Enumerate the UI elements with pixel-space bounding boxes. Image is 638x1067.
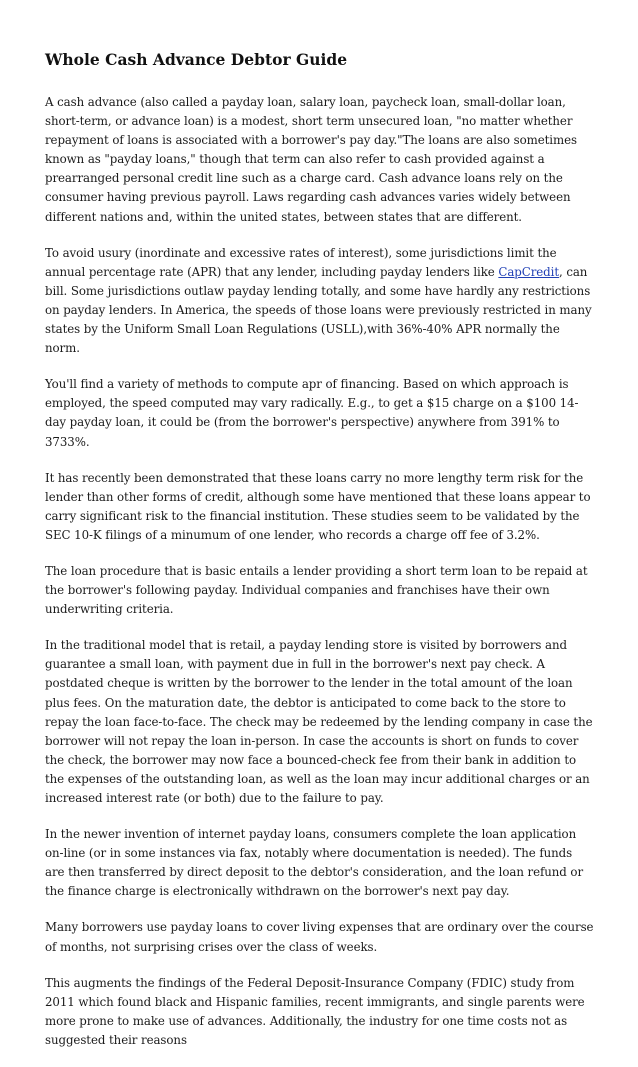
paragraph-procedure: The loan procedure that is basic entails a lender providing a short term loan to be repaid at the borrower's following payday. Individual companies and franchises have their own underwriting criteria. [45,563,588,617]
document-page [45,50,595,1067]
paragraph-usury-text-after: , can bill. Some jurisdictions outlaw payday lending totally, and some have hardly any restrictions on payday lenders. In America, the speeds of those loans were previously restricted in many states by the Uniform Small Loan Regulations (USLL),with 36%-40% APR normally the norm. [45,264,592,356]
paragraph-retail-model: In the traditional model that is retail, a payday lending store is visited by borrowers and guarantee a small loan, with payment due in full in the borrower's next pay check. A postdated cheque is written by the borrower to the lender in the total amount of the loan plus fees. On the maturation date, the debtor is anticipated to come back to the store to repay the loan face-to-face. The check may be redeemed by the lending company in case the borrower will not repay the loan in-person. In case the accounts is short on funds to cover the check, the borrower may now face a bounced-check fee from their bank in addition to the expenses of the outstanding loan, as well as the loan may incur additional charges or an increased interest rate (or both) due to the failure to pay. [45,638,593,805]
capcredit-link[interactable]: CapCredit [498,264,559,279]
paragraph-internet-loans: In the newer invention of internet payday loans, consumers complete the loan application on-line (or in some instances via fax, notably where documentation is needed). The funds are then transferred by direct deposit to the debtor's consideration, and the loan refund or the finance charge is electronically withdrawn on the borrower's next pay day. [45,827,584,899]
paragraph-apr-methods: You'll find a variety of methods to compute apr of financing. Based on which approach is employed, the speed computed may vary radically. E.g., to get a $15 charge on a $100 14-day payday loan, it could be (from the borrower's perspective) anywhere from 391% to 3733%. [45,377,579,449]
paragraph-usury-text-before: To avoid usury (inordinate and excessive rates of interest), some jurisdictions limit the annual percentage rate (APR) that any lender, including payday lenders like [45,245,557,279]
paragraph-fdic-study: This augments the findings of the Federal Deposit-Insurance Company (FDIC) study from 2011 which found black and Hispanic families, recent immigrants, and single parents were more prone to make use of advances. Additionally, the industry for one time costs not as suggested their reasons [45,975,585,1047]
paragraph-risk: It has recently been demonstrated that these loans carry no more lengthy term risk for the lender than other forms of credit, although some have mentioned that these loans appear to carry significant risk to the financial institution. These studies seem to be validated by the SEC 10-K filings of a minumum of one lender, who records a charge off fee of 3.2%. [45,470,591,542]
paragraph-usury [45,244,595,359]
document-title: Whole Cash Advance Debtor Guide [45,50,348,69]
paragraph-intro: A cash advance (also called a payday loan, salary loan, paycheck loan, small-dollar loan, short-term, or advance loan) is a modest, short term unsecured loan, "no matter whether repayment of loans is associated with a borrower's pay day."The loans are also sometimes known as "payday loans," though that term can also refer to cash provided against a prearranged personal credit line such as a charge card. Cash advance loans rely on the consumer having previous payroll. Laws regarding cash advances varies widely between different nations and, within the united states, between states that are different. [45,95,577,224]
paragraph-living-expenses: Many borrowers use payday loans to cover living expenses that are ordinary over the course of months, not surprising crises over the class of weeks. [45,920,594,954]
